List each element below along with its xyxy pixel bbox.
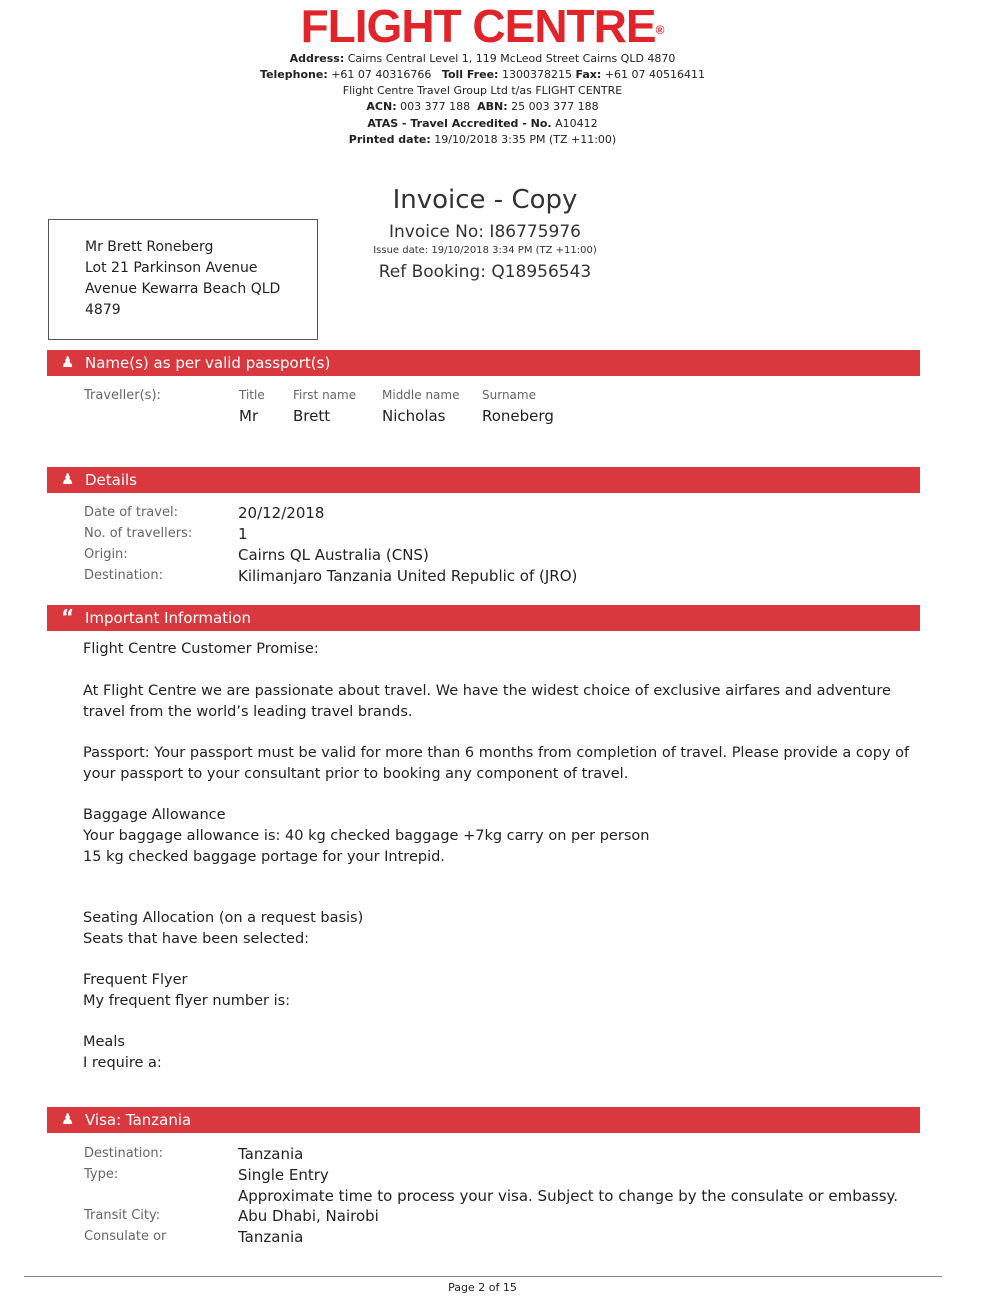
info-passport-line-2: your passport to your consultant prior to booking any component of travel. [83,766,629,782]
visa-destination-label: Destination: [84,1146,163,1161]
visa-consulate-value: Tanzania [238,1228,304,1246]
col-header-middle-name: Middle name [382,388,460,402]
invoice-number: Invoice No: I86775976 [389,222,581,242]
person-icon: ♟ [61,1110,75,1128]
visa-consulate-label: Consulate or [84,1229,167,1244]
header-address: Address: Cairns Central Level 1, 119 McLeod Street Cairns QLD 4870 [289,52,676,65]
info-frequent-flyer-line: My frequent flyer number is: [83,993,291,1009]
ref-booking: Ref Booking: Q18956543 [378,262,592,282]
invoice-title: Invoice - Copy [392,185,578,215]
section-bar-important-information [47,605,920,631]
travellers-count-label: No. of travellers: [84,526,193,541]
header-atas: ATAS - Travel Accredited - No. A10412 [367,117,598,130]
header-acn-abn: ACN: 003 377 188 ABN: 25 003 377 188 [366,100,599,113]
registered-mark: ® [655,23,665,37]
visa-type-value: Single Entry [238,1166,329,1184]
visa-type-label: Type: [84,1167,119,1182]
visa-transit-label: Transit City: [84,1208,161,1223]
origin-value: Cairns QL Australia (CNS) [238,546,429,564]
person-icon: ♟ [61,470,75,488]
info-seating-title: Seating Allocation (on a request basis) [83,910,364,926]
col-header-first-name: First name [293,388,357,402]
info-promise-line-1: At Flight Centre we are passionate about travel. We have the widest choice of exclusive airfares and adventure [83,683,891,699]
person-icon: ♟ [61,353,75,371]
col-header-surname: Surname [482,388,536,402]
header-printed-date: Printed date: 19/10/2018 3:35 PM (TZ +11:00) [348,133,617,146]
section-bar-visa [47,1107,920,1133]
section-bar-passport [47,350,920,376]
visa-destination-value: Tanzania [238,1145,304,1163]
info-seating-line: Seats that have been selected: [83,931,310,947]
page-number: Page 2 of 15 [448,1281,517,1294]
issue-date: Issue date: 19/10/2018 3:34 PM (TZ +11:00) [373,245,597,256]
footer-divider [24,1276,942,1277]
traveller-surname: Roneberg [482,407,554,425]
address-line-4: 4879 [85,302,121,318]
col-header-title: Title [239,388,265,402]
visa-transit-value: Abu Dhabi, Nairobi [238,1207,379,1225]
travellers-label: Traveller(s): [84,388,161,403]
address-line-2: Lot 21 Parkinson Avenue [85,260,258,276]
section-heading: Details [85,471,138,489]
address-line-3: Avenue Kewarra Beach QLD [85,281,281,297]
destination-value: Kilimanjaro Tanzania United Republic of (JRO) [238,567,578,585]
visa-processing-note: Approximate time to process your visa. Subject to change by the consulate or embassy. [238,1187,899,1205]
info-frequent-flyer-title: Frequent Flyer [83,972,188,988]
info-baggage-line-2: 15 kg checked baggage portage for your Intrepid. [83,849,445,865]
info-baggage-title: Baggage Allowance [83,807,226,823]
info-meals-line: I require a: [83,1055,162,1071]
destination-label: Destination: [84,568,163,583]
info-promise-title: Flight Centre Customer Promise: [83,641,319,657]
info-baggage-line-1: Your baggage allowance is: 40 kg checked baggage +7kg carry on per person [83,828,650,844]
origin-label: Origin: [84,547,128,562]
section-heading: Important Information [85,609,251,627]
info-meals-title: Meals [83,1034,125,1050]
travellers-count-value: 1 [238,525,248,543]
brand-logo: FLIGHT CENTRE® [300,0,665,52]
traveller-title: Mr [239,407,259,425]
section-heading: Visa: Tanzania [85,1111,192,1129]
info-promise-line-2: travel from the world’s leading travel brands. [83,704,413,720]
address-line-1: Mr Brett Roneberg [85,239,214,255]
traveller-middle-name: Nicholas [382,407,446,425]
quote-icon: “ [61,605,75,629]
header-phones: Telephone: +61 07 40316766 Toll Free: 1300378215 Fax: +61 07 40516411 [260,68,705,81]
section-bar-details [47,467,920,493]
info-passport-line-1: Passport: Your passport must be valid for more than 6 months from completion of travel. Please provide a copy of [83,745,910,761]
header-company: Flight Centre Travel Group Ltd t/as FLIGHT CENTRE [342,84,623,97]
section-heading: Name(s) as per valid passport(s) [85,354,331,372]
date-of-travel-label: Date of travel: [84,505,178,520]
recipient-address-box [48,219,318,340]
traveller-first-name: Brett [293,407,331,425]
date-of-travel-value: 20/12/2018 [238,504,325,522]
